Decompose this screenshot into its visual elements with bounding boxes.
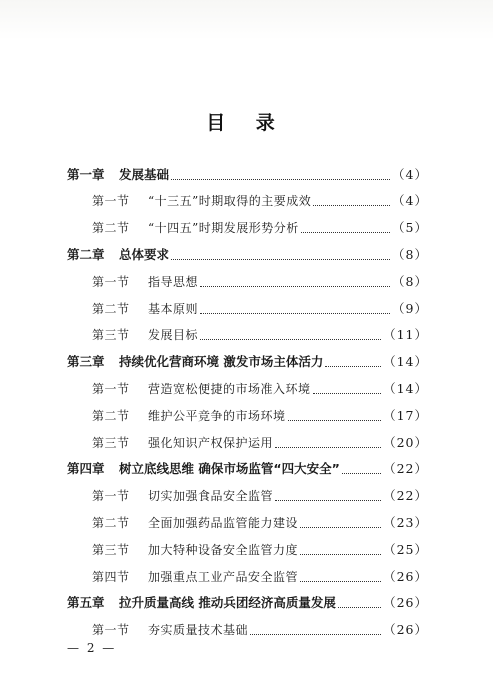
toc-entry-label: 加大特种设备安全监管力度 bbox=[148, 543, 299, 557]
toc-section-entry[interactable] bbox=[92, 190, 428, 212]
toc-dot-leader bbox=[300, 527, 381, 528]
toc-entry-page: （8） bbox=[392, 274, 428, 289]
page-number-footer: — 2 — bbox=[67, 641, 117, 655]
toc-entry-page: （9） bbox=[392, 301, 428, 316]
toc-chapter-entry[interactable] bbox=[67, 351, 428, 373]
toc-entry-number: 第一节 bbox=[92, 275, 130, 289]
toc-entry-number: 第一节 bbox=[92, 623, 130, 637]
toc-entry-label: 加强重点工业产品安全监管 bbox=[148, 570, 299, 584]
toc-dot-leader bbox=[275, 500, 381, 501]
toc-entry-number: 第三章 bbox=[67, 354, 105, 369]
toc-entry-number: 第三节 bbox=[92, 328, 130, 342]
toc-entry-number: 第四节 bbox=[92, 570, 130, 584]
toc-entry-page: （17） bbox=[383, 408, 428, 423]
toc-entry-label: 发展基础 bbox=[119, 167, 170, 182]
toc-entry-number: 第二节 bbox=[92, 221, 130, 235]
toc-dot-leader bbox=[288, 420, 382, 421]
toc-entry-number: 第一节 bbox=[92, 194, 130, 208]
toc-entry-number: 第二节 bbox=[92, 409, 130, 423]
toc-entry-label: 持续优化营商环境 激发市场主体活力 bbox=[119, 354, 324, 369]
toc-section-entry[interactable] bbox=[92, 324, 428, 346]
toc-chapter-entry[interactable] bbox=[67, 458, 428, 480]
toc-dot-leader bbox=[200, 339, 381, 340]
toc-entry-label: 切实加强食品安全监管 bbox=[148, 489, 274, 503]
toc-entry-page: （23） bbox=[383, 515, 428, 530]
toc-section-entry[interactable] bbox=[92, 271, 428, 293]
toc-entry-page: （26） bbox=[383, 569, 428, 584]
toc-entry-number: 第一节 bbox=[92, 489, 130, 503]
toc-entry-page: （5） bbox=[392, 220, 428, 235]
toc-entry-page: （26） bbox=[383, 595, 428, 610]
toc-entry-number: 第二章 bbox=[67, 247, 105, 262]
toc-entry-label: 指导思想 bbox=[148, 275, 199, 289]
toc-dot-leader bbox=[301, 232, 390, 233]
toc-entry-page: （14） bbox=[383, 381, 428, 396]
toc-section-entry[interactable] bbox=[92, 566, 428, 588]
toc-dot-leader bbox=[325, 366, 381, 367]
toc-section-entry[interactable] bbox=[92, 619, 428, 641]
toc-entry-page: （14） bbox=[383, 354, 428, 369]
toc-section-entry[interactable] bbox=[92, 539, 428, 561]
toc-entry-page: （8） bbox=[392, 247, 428, 262]
toc-entry-label: “十三五”时期取得的主要成效 bbox=[148, 194, 312, 208]
toc-entry-page: （22） bbox=[383, 461, 428, 476]
toc-dot-leader bbox=[313, 205, 390, 206]
toc-dot-leader bbox=[275, 447, 381, 448]
toc-section-entry[interactable] bbox=[92, 405, 428, 427]
toc-entry-label: 强化知识产权保护运用 bbox=[148, 436, 274, 450]
toc-dot-leader bbox=[171, 259, 390, 260]
toc-entry-number: 第一章 bbox=[67, 167, 105, 182]
toc-entry-page: （20） bbox=[383, 435, 428, 450]
toc-dot-leader bbox=[250, 634, 381, 635]
toc-section-entry[interactable] bbox=[92, 378, 428, 400]
toc-chapter-entry[interactable] bbox=[67, 592, 428, 614]
toc-entry-number: 第二节 bbox=[92, 516, 130, 530]
toc-entry-number: 第一节 bbox=[92, 382, 130, 396]
toc-dot-leader bbox=[300, 581, 381, 582]
toc-entry-label: 总体要求 bbox=[119, 247, 170, 262]
toc-entry-number: 第四章 bbox=[67, 461, 105, 476]
toc-entry-page: （11） bbox=[383, 327, 428, 342]
toc-entry-page: （22） bbox=[383, 488, 428, 503]
toc-entry-label: “十四五”时期发展形势分析 bbox=[148, 221, 299, 235]
toc-section-entry[interactable] bbox=[92, 485, 428, 507]
toc-section-entry[interactable] bbox=[92, 217, 428, 239]
toc-entry-label: 发展目标 bbox=[148, 328, 199, 342]
toc-entry-number: 第五章 bbox=[67, 595, 105, 610]
toc-chapter-entry[interactable] bbox=[67, 244, 428, 266]
toc-entry-page: （25） bbox=[383, 542, 428, 557]
toc-entry-number: 第三节 bbox=[92, 543, 130, 557]
toc-entry-label: 维护公平竞争的市场环境 bbox=[148, 409, 286, 423]
toc-section-entry[interactable] bbox=[92, 298, 428, 320]
toc-entry-page: （4） bbox=[392, 167, 428, 182]
page-title: 目 录 bbox=[206, 112, 287, 134]
toc-section-entry[interactable] bbox=[92, 432, 428, 454]
toc-entry-label: 夯实质量技术基础 bbox=[148, 623, 249, 637]
toc-section-entry[interactable] bbox=[92, 512, 428, 534]
toc-entry-label: 树立底线思维 确保市场监管“四大安全” bbox=[119, 461, 340, 476]
toc-entry-number: 第二节 bbox=[92, 302, 130, 316]
toc-dot-leader bbox=[200, 286, 390, 287]
toc-entry-label: 拉升质量高线 推动兵团经济高质量发展 bbox=[119, 595, 336, 610]
toc-dot-leader bbox=[342, 473, 381, 474]
toc-dot-leader bbox=[313, 393, 382, 394]
toc-dot-leader bbox=[200, 313, 390, 314]
toc-entry-page: （26） bbox=[383, 622, 428, 637]
toc-dot-leader bbox=[300, 554, 381, 555]
toc-dot-leader bbox=[171, 179, 390, 180]
toc-chapter-entry[interactable] bbox=[67, 164, 428, 186]
toc-entry-label: 全面加强药品监管能力建设 bbox=[148, 516, 299, 530]
toc-entry-label: 基本原则 bbox=[148, 302, 199, 316]
toc-dot-leader bbox=[338, 607, 381, 608]
toc-entry-label: 营造宽松便捷的市场准入环境 bbox=[148, 382, 311, 396]
toc-entry-page: （4） bbox=[392, 193, 428, 208]
toc-entry-number: 第三节 bbox=[92, 436, 130, 450]
